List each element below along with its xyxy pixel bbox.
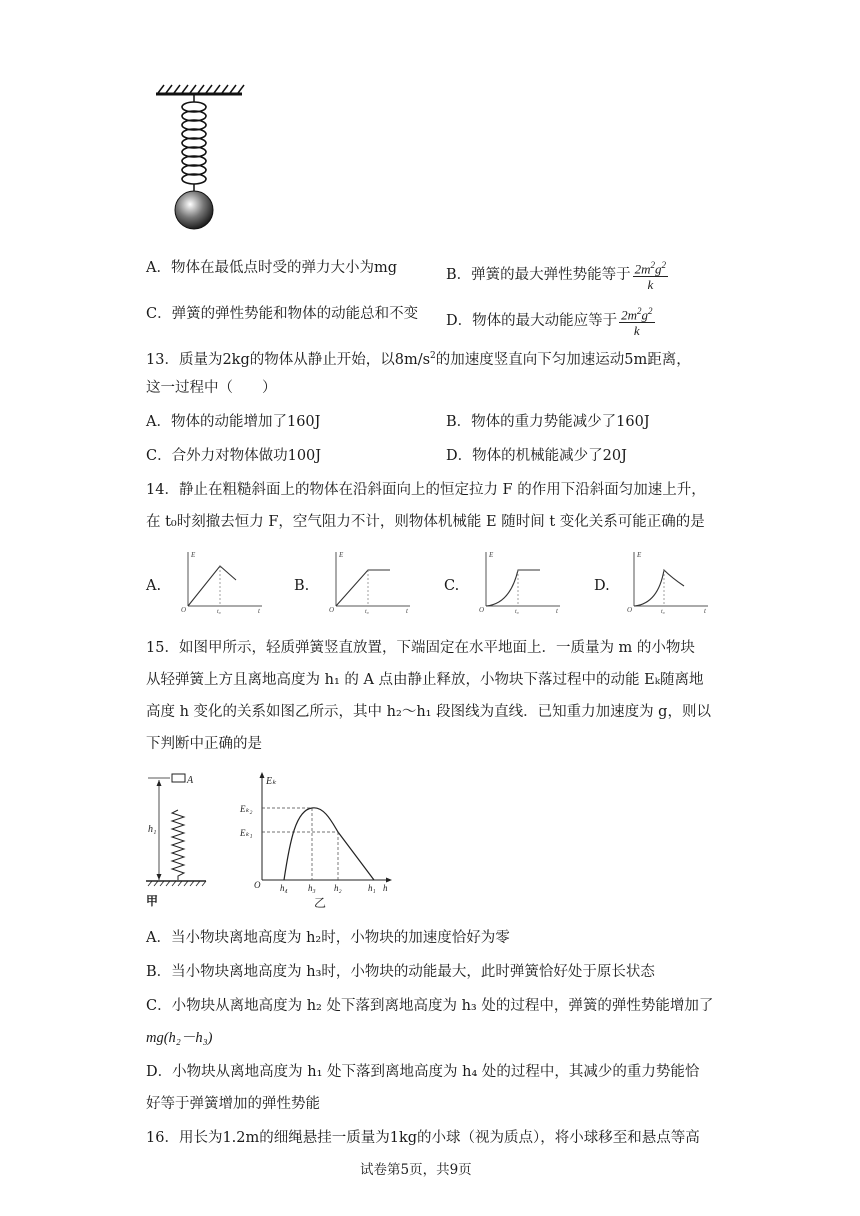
- svg-text:t: t: [556, 607, 558, 614]
- svg-text:E: E: [637, 551, 642, 559]
- q13-option-b: B．物体的重力势能减少了160J: [446, 414, 650, 430]
- svg-text:O: O: [181, 606, 187, 614]
- q13-option-a: A．物体的动能增加了160J: [146, 414, 321, 430]
- svg-text:乙: 乙: [314, 896, 327, 910]
- svg-text:t: t: [258, 607, 260, 614]
- q14-stem-line2: 在 t₀时刻撤去恒力 F，空气阻力不计，则物体机械能 E 随时间 t 变化关系可能正确的是: [146, 514, 705, 530]
- q15-option-d-line2: 好等于弹簧增加的弹性势能: [146, 1096, 320, 1112]
- svg-text:E: E: [489, 551, 494, 559]
- q15-option-c-line1: C．小物块从离地高度为 h₂ 处下落到离地高度为 h₃ 处的过程中，弹簧的弹性势能增加了: [146, 998, 714, 1014]
- spring-ball-figure: [148, 80, 248, 240]
- svg-text:O: O: [627, 606, 633, 614]
- q14-graph-b: [326, 548, 414, 614]
- q15-figure-yi: [238, 770, 398, 910]
- svg-text:h₁: h₁: [368, 883, 376, 893]
- q14-graph-d: [624, 548, 712, 614]
- q14-label-d: D.: [594, 578, 610, 594]
- q13-stem-line1: 13．质量为2kg的物体从静止开始，以$8m/s^2$的加速度竖直向下匀加速运动5m距离，: [146, 351, 691, 368]
- svg-text:Eₖ₂: Eₖ₂: [240, 804, 253, 814]
- q15-stem-line2: 从轻弹簧上方且离地高度为 h₁ 的 A 点由静止释放，小物块下落过程中的动能 Eₖ随离地: [146, 672, 704, 688]
- svg-text:h₄: h₄: [280, 883, 288, 893]
- q12-option-b: B．弹簧的最大弹性势能等于 $\frac{2m^2g^2}{k}$: [446, 260, 667, 293]
- q12-option-a: A．物体在最低点时受的弹力大小为mg: [146, 260, 398, 276]
- svg-text:h₁: h₁: [148, 824, 157, 835]
- q14-label-b: B.: [294, 578, 310, 594]
- q13-stem-line2: 这一过程中（ ）: [146, 380, 277, 396]
- q12-option-d: D．物体的最大动能应等于 $\frac{2m^2g^2}{k}$: [446, 306, 653, 339]
- svg-text:t: t: [406, 607, 408, 614]
- svg-text:t₀: t₀: [365, 609, 369, 614]
- q15-option-c-line2: mg(h₂－h₃): [146, 1030, 213, 1046]
- svg-text:O: O: [479, 606, 485, 614]
- page-footer: 试卷第5页，共9页: [360, 1162, 472, 1178]
- q14-stem-line1: 14．静止在粗糙斜面上的物体在沿斜面向上的恒定拉力 F 的作用下沿斜面匀加速上升，: [146, 482, 706, 498]
- q14-label-a: A.: [146, 578, 162, 594]
- q15-option-d-line1: D．小物块从离地高度为 h₁ 处下落到离地高度为 h₄ 处的过程中，其减少的重力势能恰: [146, 1064, 700, 1080]
- svg-text:O: O: [254, 880, 261, 890]
- svg-text:t₀: t₀: [515, 609, 519, 614]
- svg-text:A: A: [187, 775, 194, 786]
- q14-graph-c: [476, 548, 564, 614]
- q15-stem-line3: 高度 h 变化的关系如图乙所示，其中 h₂～h₁ 段图线为直线．已知重力加速度为 g，则以: [146, 704, 711, 720]
- q12-option-c: C．弹簧的弹性势能和物体的动能总和不变: [146, 306, 419, 322]
- svg-text:t₀: t₀: [217, 609, 221, 614]
- svg-text:Eₖ: Eₖ: [266, 776, 277, 787]
- q14-graph-a: [178, 548, 266, 614]
- svg-text:E: E: [191, 551, 196, 559]
- q15-option-b: B．当小物块离地高度为 h₃时，小物块的动能最大，此时弹簧恰好处于原长状态: [146, 964, 655, 980]
- q15-stem-line1: 15．如图甲所示，轻质弹簧竖直放置，下端固定在水平地面上．一质量为 m 的小物块: [146, 640, 695, 656]
- q14-label-c: C.: [444, 578, 460, 594]
- q13-option-d: D．物体的机械能减少了20J: [446, 448, 627, 464]
- svg-text:h: h: [383, 883, 388, 893]
- q16-stem-line1: 16．用长为1.2m的细绳悬挂一质量为1kg的小球（视为质点），将小球移至和悬点等高: [146, 1130, 700, 1146]
- q15-stem-line4: 下判断中正确的是: [146, 736, 262, 752]
- svg-text:Eₖ₁: Eₖ₁: [240, 828, 253, 838]
- q15-figure-jia: [140, 770, 220, 910]
- q15-option-a: A．当小物块离地高度为 h₂时，小物块的加速度恰好为零: [146, 930, 510, 946]
- q13-option-c: C．合外力对物体做功100J: [146, 448, 322, 464]
- svg-text:E: E: [339, 551, 344, 559]
- svg-text:h₃: h₃: [308, 883, 316, 893]
- svg-text:甲: 甲: [146, 894, 159, 908]
- svg-text:O: O: [329, 606, 335, 614]
- svg-text:h₂: h₂: [334, 883, 342, 893]
- svg-text:t: t: [704, 607, 706, 614]
- svg-text:t₀: t₀: [661, 609, 665, 614]
